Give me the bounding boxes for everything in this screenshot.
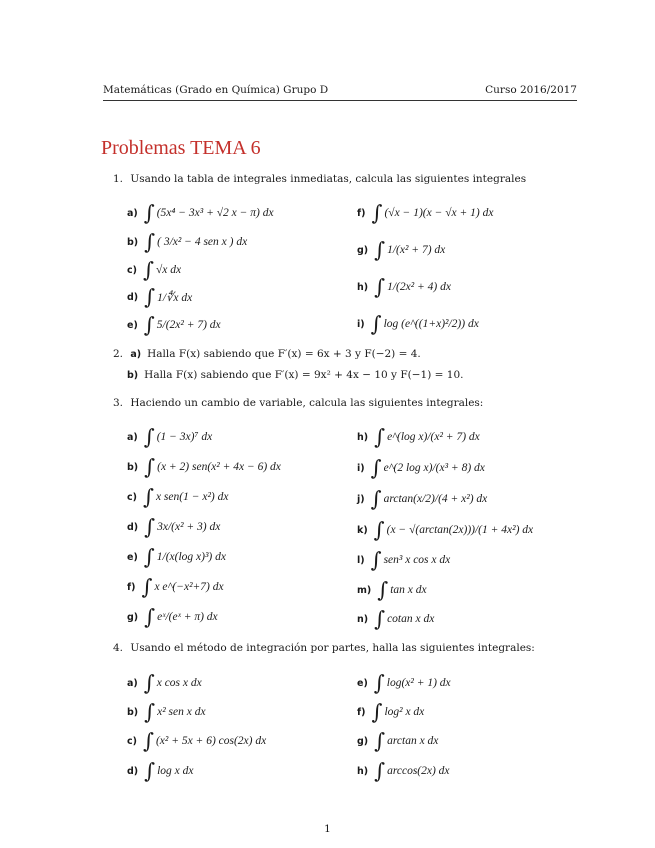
integral-item [127,453,281,481]
problem-1 [113,173,526,185]
integral-sign-icon: ∫ [370,455,382,480]
item-label: i) [357,318,365,330]
integral-item [127,199,274,227]
integral-item [127,423,212,451]
integral-sign-icon: ∫ [144,454,156,479]
integrand: 3x/(x² + 3) dx [157,521,221,533]
integrand: (√x − 1)(x − √x + 1) dx [384,207,494,219]
item-label: a) [130,349,142,360]
integral-item [127,698,206,726]
integral-sign-icon: ∫ [144,514,156,539]
integrand: (x − √(arctan(2x)))/(1 + 4x²) dx [386,524,534,536]
item-label: c) [127,735,137,747]
integral-sign-icon: ∫ [144,229,156,254]
problem-statement: Haciendo un cambio de variable, calcula las siguientes integrales: [130,397,484,409]
item-label: a) [127,207,138,219]
integrand: √x dx [155,264,182,276]
integral-item [127,311,221,339]
integral-item [127,256,181,284]
integrand: log² x dx [384,706,425,718]
item-label: g) [127,611,139,623]
header-rule [103,100,577,101]
integral-item [357,236,445,264]
item-label: m) [357,584,372,596]
item-label: b) [127,370,139,381]
problem-statement: Usando la tabla de integrales inmediatas, calcula las siguientes integrales [130,173,527,185]
item-label: k) [357,524,368,536]
integral-item [357,727,438,755]
integrand: (5x⁴ − 3x³ + √2 x − π) dx [156,207,274,219]
integral-sign-icon: ∫ [142,257,154,282]
item-label: f) [357,706,366,718]
integral-sign-icon: ∫ [143,312,155,337]
integrand: x e^(−x²+7) dx [154,581,224,593]
integral-sign-icon: ∫ [143,424,155,449]
integral-sign-icon: ∫ [142,728,154,753]
integral-sign-icon: ∫ [144,284,156,309]
integral-sign-icon: ∫ [144,604,156,629]
integrand: 1/∜x dx [157,292,193,304]
integrand: eˣ/(eˣ + π) dx [157,611,218,623]
integral-sign-icon: ∫ [373,517,385,542]
integrand: 1/(2x² + 4) dx [387,281,451,293]
item-label: d) [127,521,139,533]
integral-item [357,605,434,633]
integrand: 1/(x(log x)³) dx [156,551,226,563]
integral-item [357,698,424,726]
problem-number: 1. [113,173,124,185]
item-label: g) [357,244,369,256]
page-title: Problemas TEMA 6 [101,137,261,159]
integral-sign-icon: ∫ [374,274,386,299]
item-label: b) [127,461,139,473]
integrand: (1 − 3x)⁷ dx [156,431,213,443]
integrand: x sen(1 − x²) dx [155,491,229,503]
integral-sign-icon: ∫ [374,758,386,783]
integrand: (x + 2) sen(x² + 4x − 6) dx [157,461,281,473]
item-label: b) [127,706,139,718]
integral-item [357,199,493,227]
problem-statement: Usando el método de integración por partes, halla las siguientes integrales: [130,642,535,654]
item-label: i) [357,462,365,474]
integral-sign-icon: ∫ [370,547,382,572]
item-label: f) [357,207,366,219]
integrand: x² sen x dx [157,706,206,718]
integral-sign-icon: ∫ [370,311,382,336]
integral-sign-icon: ∫ [374,728,386,753]
integrand: arccos(2x) dx [387,765,450,777]
integrand: 1/(x² + 7) dx [387,244,446,256]
integral-sign-icon: ∫ [143,200,155,225]
integral-sign-icon: ∫ [374,424,386,449]
problem-4 [113,642,535,654]
item-label: e) [127,319,138,331]
problem-number: 3. [113,397,124,409]
integral-item [127,757,194,785]
integral-item [357,516,533,544]
integral-sign-icon: ∫ [143,670,155,695]
integral-sign-icon: ∫ [370,486,382,511]
integrand: tan x dx [390,584,427,596]
integrand: x cos x dx [156,677,202,689]
integrand: arctan x dx [387,735,439,747]
integral-sign-icon: ∫ [374,237,386,262]
integral-sign-icon: ∫ [377,577,389,602]
item-label: e) [127,551,138,563]
integral-sign-icon: ∫ [142,484,154,509]
integral-sign-icon: ∫ [144,699,156,724]
header-left: Matemáticas (Grado en Química) Grupo D [103,84,329,96]
item-label: c) [127,264,137,276]
integral-sign-icon: ∫ [373,670,385,695]
integral-item [127,543,226,571]
item-label: e) [357,677,368,689]
item-label: d) [127,765,139,777]
problem-3 [113,397,483,409]
integrand: arctan(x/2)/(4 + x²) dx [383,493,488,505]
integrand: log(x² + 1) dx [386,677,451,689]
integral-item [357,423,480,451]
integral-item [127,669,202,697]
integrand: log (e^((1+x)²/2)) dx [383,318,479,330]
integrand: log x dx [157,765,194,777]
integral-item [127,573,224,601]
integral-item [127,483,228,511]
item-label: n) [357,613,369,625]
integral-item [357,454,485,482]
item-label: b) [127,236,139,248]
integral-item [127,513,220,541]
item-label: a) [127,677,138,689]
problem-2b [127,369,463,381]
integral-item [357,310,479,338]
integrand: sen³ x cos x dx [383,554,451,566]
integral-item [357,669,451,697]
integral-item [357,485,487,513]
integral-item [357,576,427,604]
problem-statement: Halla F(x) sabiendo que F′(x) = 6x + 3 y F(−2) = 4. [147,348,421,360]
header-right: Curso 2016/2017 [485,84,577,96]
integral-item [357,273,451,301]
item-label: h) [357,431,369,443]
integral-sign-icon: ∫ [141,574,153,599]
integral-sign-icon: ∫ [371,200,383,225]
integrand: ( 3/x² − 4 sen x ) dx [157,236,248,248]
integral-item [127,228,247,256]
problem-number: 2. [113,348,124,360]
integral-sign-icon: ∫ [371,699,383,724]
integral-item [127,603,218,631]
integral-sign-icon: ∫ [374,606,386,631]
item-label: h) [357,281,369,293]
item-label: g) [357,735,369,747]
item-label: h) [357,765,369,777]
integral-item [127,283,192,311]
integral-item [127,727,266,755]
integral-sign-icon: ∫ [143,544,155,569]
integral-item [357,757,450,785]
item-label: d) [127,291,139,303]
item-label: l) [357,554,365,566]
item-label: a) [127,431,138,443]
page-number: 1 [324,823,331,835]
item-label: c) [127,491,137,503]
problem-number: 4. [113,642,124,654]
integrand: e^(2 log x)/(x³ + 8) dx [383,462,485,474]
integrand: cotan x dx [387,613,435,625]
integrand: (x² + 5x + 6) cos(2x) dx [155,735,267,747]
integral-sign-icon: ∫ [144,758,156,783]
integral-item [357,546,450,574]
integrand: 5/(2x² + 7) dx [156,319,221,331]
item-label: j) [357,493,365,505]
integrand: e^(log x)/(x² + 7) dx [387,431,480,443]
problem-statement: Halla F(x) sabiendo que F′(x) = 9x² + 4x − 10 y F(−1) = 10. [144,369,464,381]
problem-2 [113,348,421,360]
item-label: f) [127,581,136,593]
